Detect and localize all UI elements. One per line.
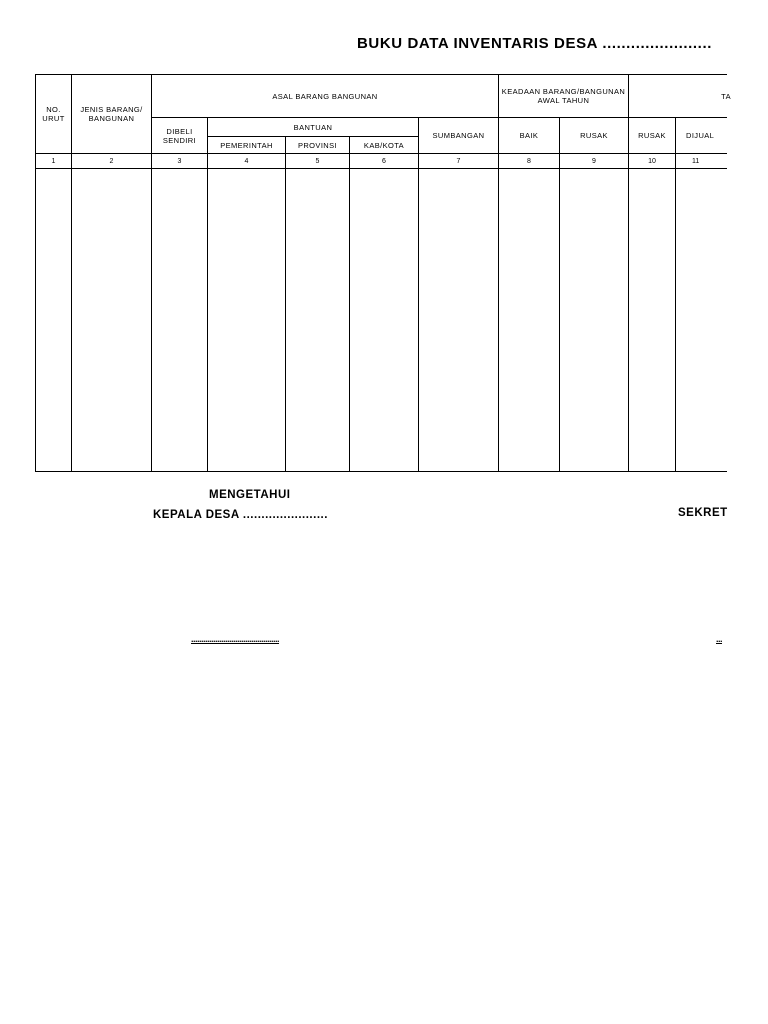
column-number: 10 [648, 157, 656, 165]
column-number: 7 [456, 157, 461, 165]
table-body-empty [36, 169, 727, 471]
table-border-bottom [35, 471, 727, 472]
header-pemerintah: PEMERINTAH [220, 140, 273, 150]
header-dibeli-sendiri: DIBELI SENDIRI [162, 126, 197, 145]
signature-sekretaris-label: SEKRET [678, 507, 728, 519]
column-number: 11 [692, 157, 700, 165]
header-bantuan: BANTUAN [293, 122, 333, 132]
header-jenis-barang: JENIS BARANG/ BANGUNAN [80, 105, 143, 123]
document-title: BUKU DATA INVENTARIS DESA ....................... [357, 35, 712, 52]
header-sumbangan: SUMBANGAN [432, 131, 485, 140]
column-number: 1 [51, 157, 56, 165]
column-number: 8 [527, 157, 531, 165]
column-number: 4 [244, 157, 249, 165]
column-number: 6 [382, 157, 386, 165]
header-no-urut: NO. URUT [42, 105, 65, 123]
signature-kepala-desa-name: ............................................ [191, 634, 280, 644]
header-keadaan-awal: KEADAAN BARANG/BANGUNAN AWAL TAHUN [501, 87, 626, 105]
header-kab-kota: KAB/KOTA [363, 140, 405, 150]
inventory-table [0, 0, 731, 480]
header-provinsi: PROVINSI [297, 140, 338, 150]
column-number: 9 [592, 157, 596, 165]
signature-mengetahui-label: MENGETAHUI [209, 489, 291, 501]
signature-kepala-desa-label: KEPALA DESA ....................... [153, 509, 328, 521]
column-number: 2 [109, 157, 114, 165]
header-tahun-text: TA [721, 91, 731, 101]
header-asal-barang: ASAL BARANG BANGUNAN [272, 91, 378, 101]
column-number: 3 [177, 157, 182, 165]
header-tahun-partial [629, 75, 731, 117]
header-rusak-awal: RUSAK [580, 131, 608, 140]
header-dijual: DIJUAL [686, 131, 715, 140]
header-rusak: RUSAK [638, 131, 666, 140]
signature-sekretaris-name: ... [716, 634, 723, 644]
column-number: 5 [315, 157, 320, 165]
header-baik: BAIK [519, 131, 539, 140]
